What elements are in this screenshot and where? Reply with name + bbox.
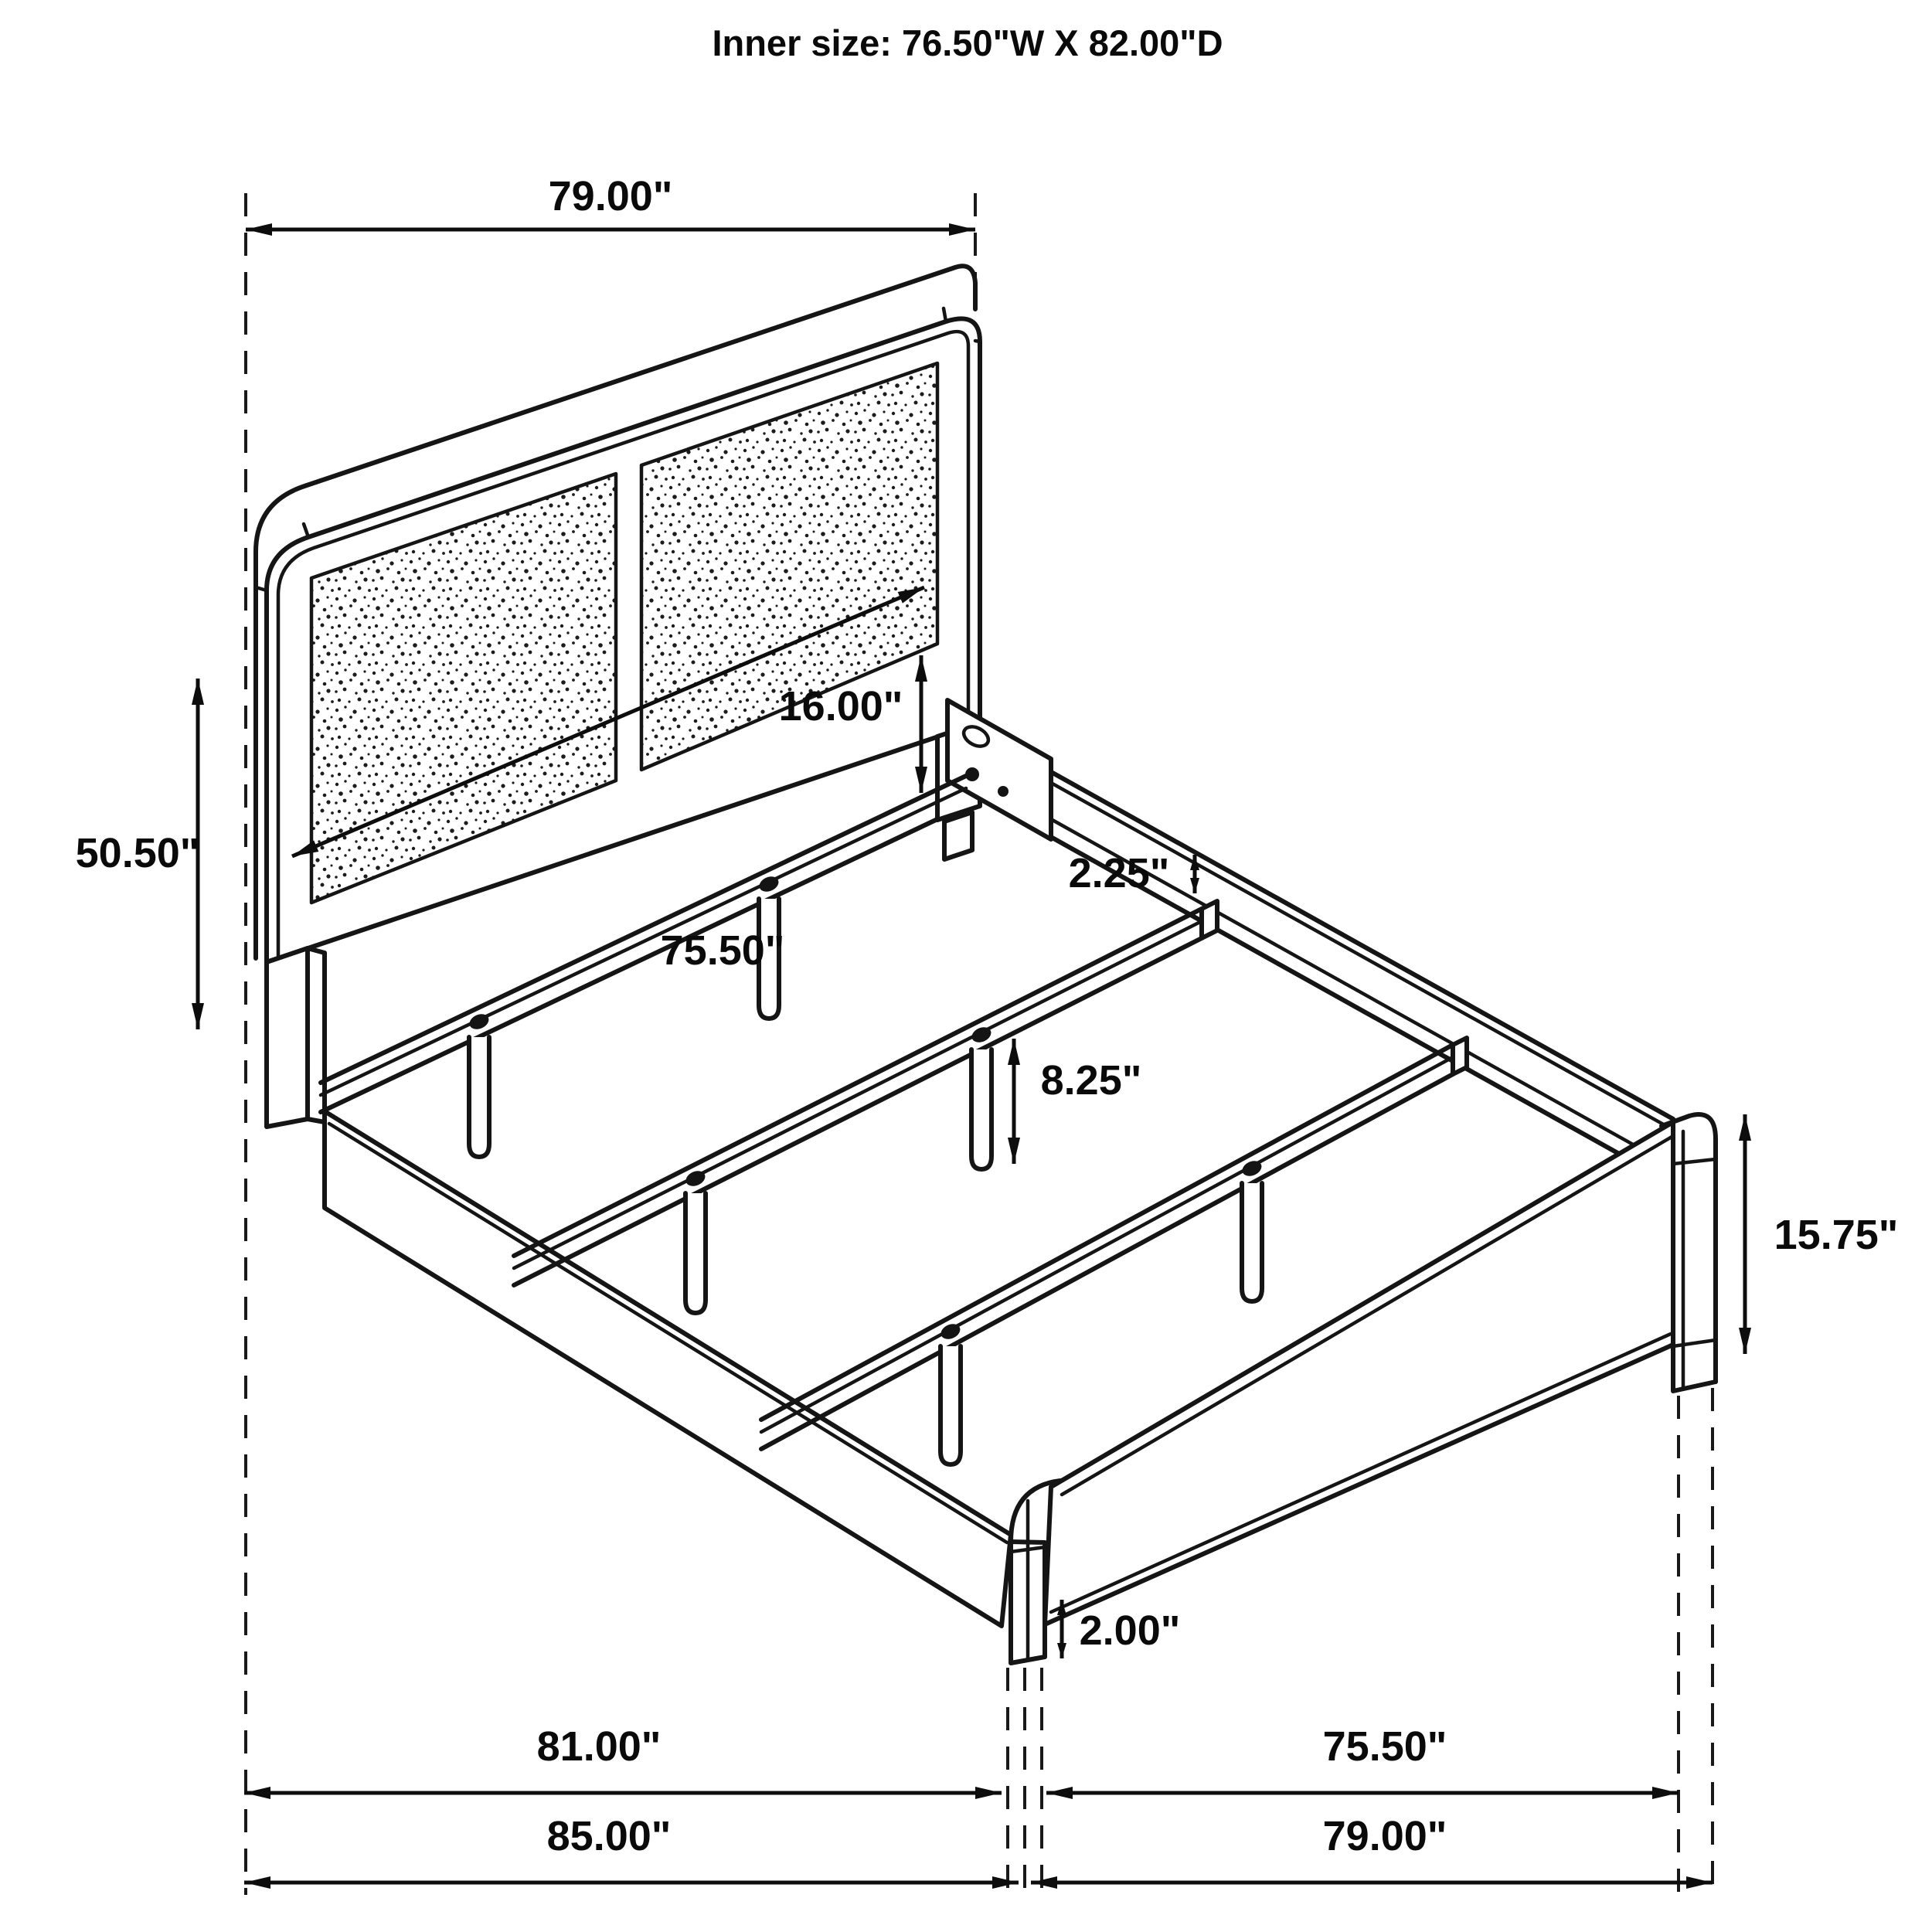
page-title: Inner size: 76.50"W X 82.00"D xyxy=(712,22,1223,63)
support-leg xyxy=(1242,1183,1262,1301)
support-leg xyxy=(685,1193,706,1313)
dim-label-footboard-width: 79.00" xyxy=(1322,1813,1447,1859)
dim-label-headboard-width: 79.00" xyxy=(548,173,673,219)
dim-label-side-rail-length: 75.50" xyxy=(1322,1723,1447,1770)
dim-label-headboard-height: 50.50" xyxy=(75,830,200,876)
dim-label-inner-length: 81.00" xyxy=(536,1723,662,1770)
slat-rail-2 xyxy=(514,901,1217,1313)
footboard-right-post-details xyxy=(1673,1131,1716,1388)
support-leg xyxy=(469,1037,489,1157)
dim-label-headboard-inner-width: 75.50" xyxy=(660,927,785,974)
slat-rail-3-end-cap xyxy=(1453,1038,1467,1074)
dim-label-rail-thickness: 2.25" xyxy=(1068,850,1170,896)
dim-label-leg-height: 8.25" xyxy=(1040,1057,1142,1104)
bracket-bolt-2 xyxy=(998,786,1009,797)
footboard xyxy=(1011,1114,1716,1663)
side-rail-right xyxy=(947,700,1673,1184)
dim-label-leg-extension: 2.00" xyxy=(1079,1607,1181,1654)
side-rail-left-top-inner xyxy=(329,1124,1007,1543)
headboard-right-post-foot xyxy=(944,812,972,859)
headboard-left-leg-front xyxy=(267,948,308,1127)
dim-label-footboard-height: 15.75" xyxy=(1774,1212,1899,1258)
dim-label-panel-to-rail: 16.00" xyxy=(778,683,903,730)
slat-rail-2-end-cap xyxy=(1202,901,1217,938)
support-leg xyxy=(940,1346,961,1464)
support-leg xyxy=(971,1049,992,1169)
dim-label-overall-length: 85.00" xyxy=(546,1813,672,1859)
